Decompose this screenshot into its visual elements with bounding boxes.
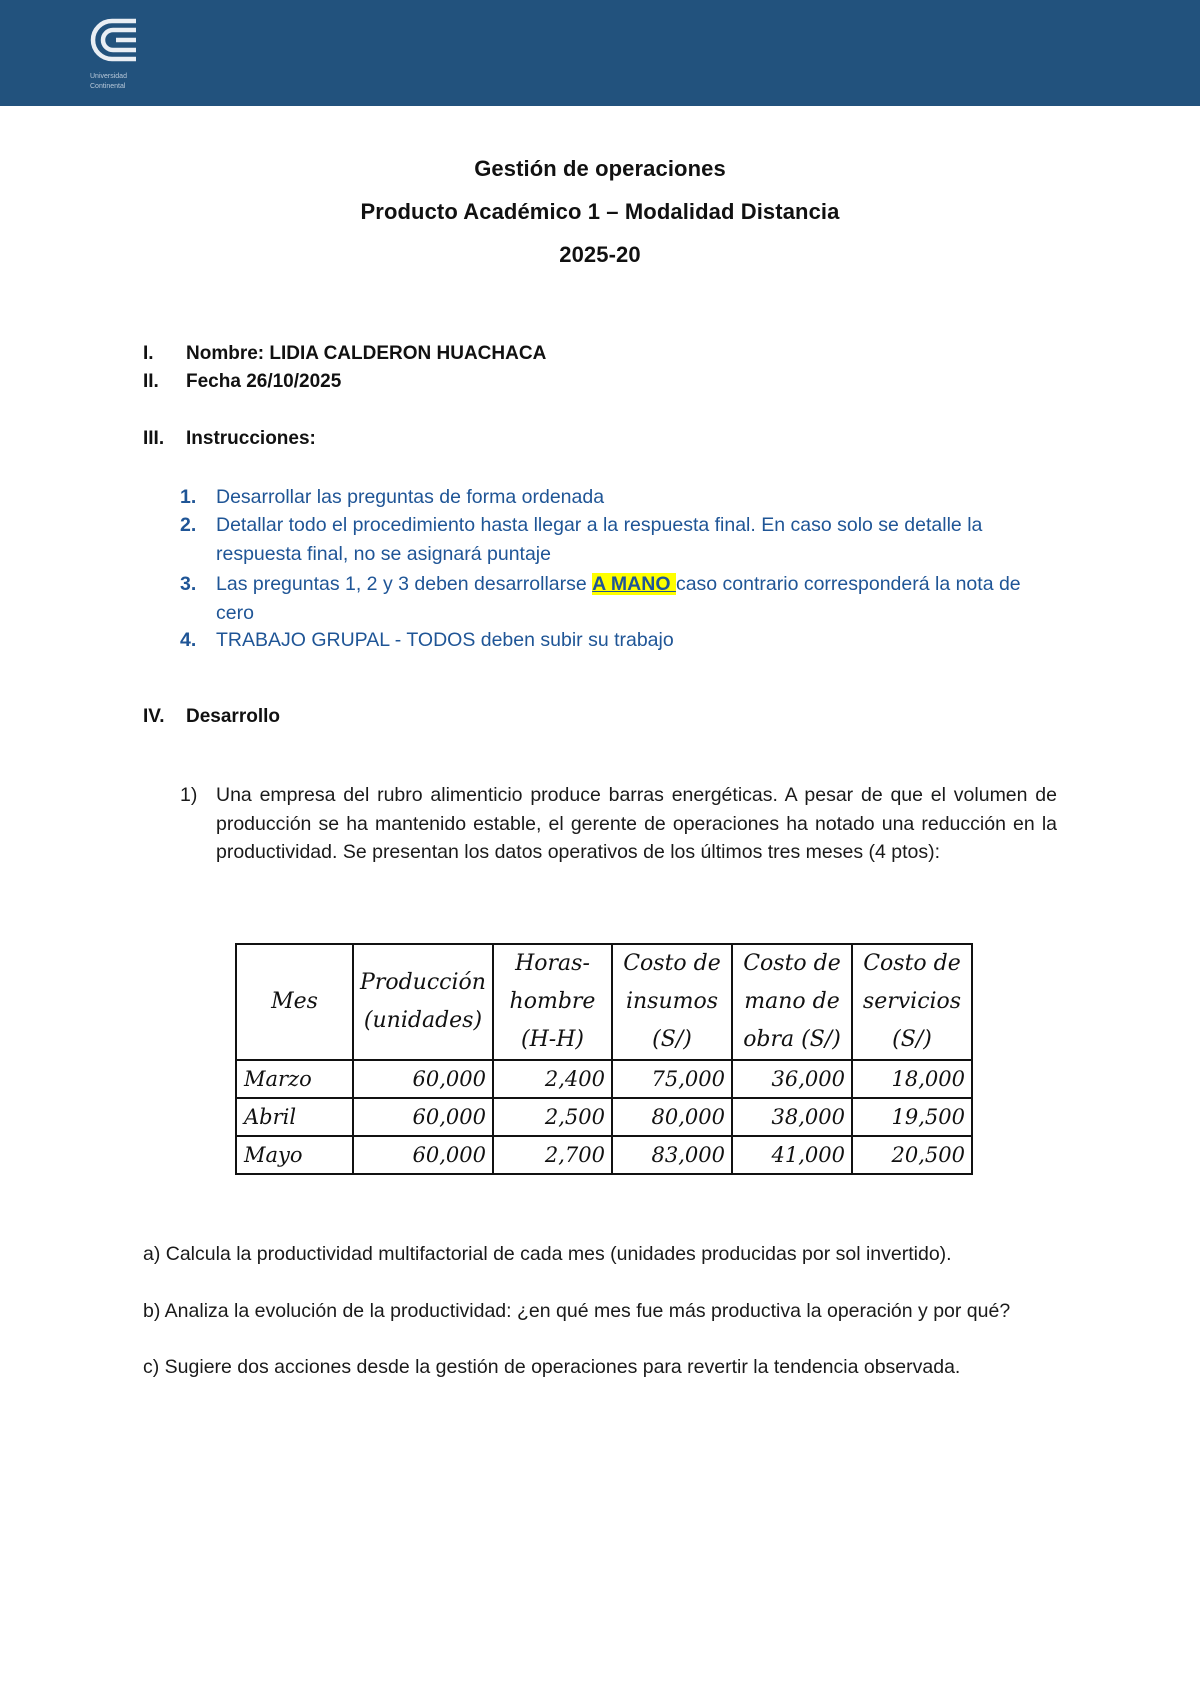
cell-servicios: 18,000 [852,1060,972,1098]
header-mes [236,944,353,1060]
page-header [0,0,1200,106]
period-title-row [0,242,1200,268]
student-name: Nombre: LIDIA CALDERON HUACHACA [186,343,547,364]
instruction-number: 3. [180,573,197,595]
cell-insumos: 83,000 [612,1136,732,1174]
question-number: 1) [180,784,198,806]
cell-produccion: 60,000 [353,1060,493,1098]
header-label: hombre [509,989,596,1014]
instruction-item [180,626,1058,656]
table-row [236,1136,972,1174]
question-b: b) Analiza la evolución de la productividad: ¿en qué mes fue más productiva la operación y por qué? [143,1300,1011,1322]
section-number: IV. [143,706,165,727]
section-number: II. [143,371,159,392]
header-label: (H-H) [521,1027,584,1052]
cell-insumos: 80,000 [612,1098,732,1136]
table-row [236,1060,972,1098]
date-text: Fecha 26/10/2025 [186,371,342,392]
question-a: a) Calcula la productividad multifactorial de cada mes (unidades producidas por sol invertido). [143,1243,952,1265]
logo-mark-icon [86,16,142,64]
cell-mes: Marzo [236,1060,353,1098]
cell-mano-obra: 41,000 [732,1136,852,1174]
cell-insumos: 75,000 [612,1060,732,1098]
header-label: mano de [744,989,840,1014]
instruction-text [216,570,1059,628]
cell-horas: 2,700 [493,1136,612,1174]
highlighted-a-mano: A MANO [592,573,676,595]
question-c: c) Sugiere dos acciones desde la gestión de operaciones para revertir la tendencia observada. [143,1356,961,1378]
header-costo-insumos [612,944,732,1060]
header-costo-mano-obra [732,944,852,1060]
logo-text-line-2: Continental [90,83,126,90]
cell-mano-obra: 38,000 [732,1098,852,1136]
table-header-row [236,944,972,1060]
logo-text-line-1: Universidad [90,73,127,80]
header-label: (S/) [892,1027,932,1052]
instruction-text-start: Las preguntas 1, 2 y 3 deben desarrollarse [216,573,593,595]
header-label: Costo de [863,951,961,976]
operations-data-table [235,943,973,1175]
section-date [143,371,341,393]
header-label: Producción [360,970,486,995]
cell-servicios: 19,500 [852,1098,972,1136]
course-title: Gestión de operaciones [474,156,726,181]
question-1-text: Una empresa del rubro alimenticio produce barras energéticas. A pesar de que el volumen de producción se ha mantenido estable, el gerente de operaciones ha notado una reducción en la productividad. Se presentan los datos operativos de los últimos tres meses (4 ptos): [216,784,1057,863]
header-produccion [353,944,493,1060]
header-horas-hombre [493,944,612,1060]
instruction-text-end: caso contrario corresponderá la nota de cero [216,573,1021,624]
section-instructions [143,428,316,450]
header-label: insumos [625,989,719,1014]
product-title: Producto Académico 1 – Modalidad Distancia [360,199,840,224]
section-number: I. [143,343,154,364]
header-label: Costo de [623,951,721,976]
product-title-row [0,199,1200,225]
section-number: III. [143,428,165,449]
instruction-number: 1. [180,486,197,508]
instruction-text: Desarrollar las preguntas de forma ordenada [216,486,605,508]
cell-mes: Abril [236,1098,353,1136]
cell-servicios: 20,500 [852,1136,972,1174]
cell-produccion: 60,000 [353,1136,493,1174]
university-logo [86,16,146,94]
header-costo-servicios [852,944,972,1060]
instruction-number: 4. [180,629,197,651]
instruction-number: 2. [180,514,197,536]
section-name [143,343,546,365]
instruction-text: Detallar todo el procedimiento hasta llegar a la respuesta final. En caso solo se detalle la respuesta final, no se asignará puntaje [216,514,983,565]
cell-horas: 2,500 [493,1098,612,1136]
instruction-item [180,511,1058,569]
cell-mano-obra: 36,000 [732,1060,852,1098]
cell-mes: Mayo [236,1136,353,1174]
header-label: (S/) [652,1027,692,1052]
instructions-heading: Instrucciones: [186,428,316,449]
section-desarrollo [143,706,280,728]
table-row [236,1098,972,1136]
header-label: obra (S/) [743,1027,841,1052]
header-label: Costo de [743,951,841,976]
document-title-block [0,156,1200,182]
cell-horas: 2,400 [493,1060,612,1098]
header-label: servicios [862,989,962,1014]
header-mes-label: Mes [271,989,318,1014]
header-label: Horas- [515,951,590,976]
instruction-item [180,570,1058,628]
cell-produccion: 60,000 [353,1098,493,1136]
header-label: (unidades) [363,1008,483,1033]
instruction-item [180,483,1058,513]
period-title: 2025-20 [559,242,641,267]
instruction-text: TRABAJO GRUPAL - TODOS deben subir su trabajo [216,629,674,651]
desarrollo-heading: Desarrollo [186,706,280,727]
